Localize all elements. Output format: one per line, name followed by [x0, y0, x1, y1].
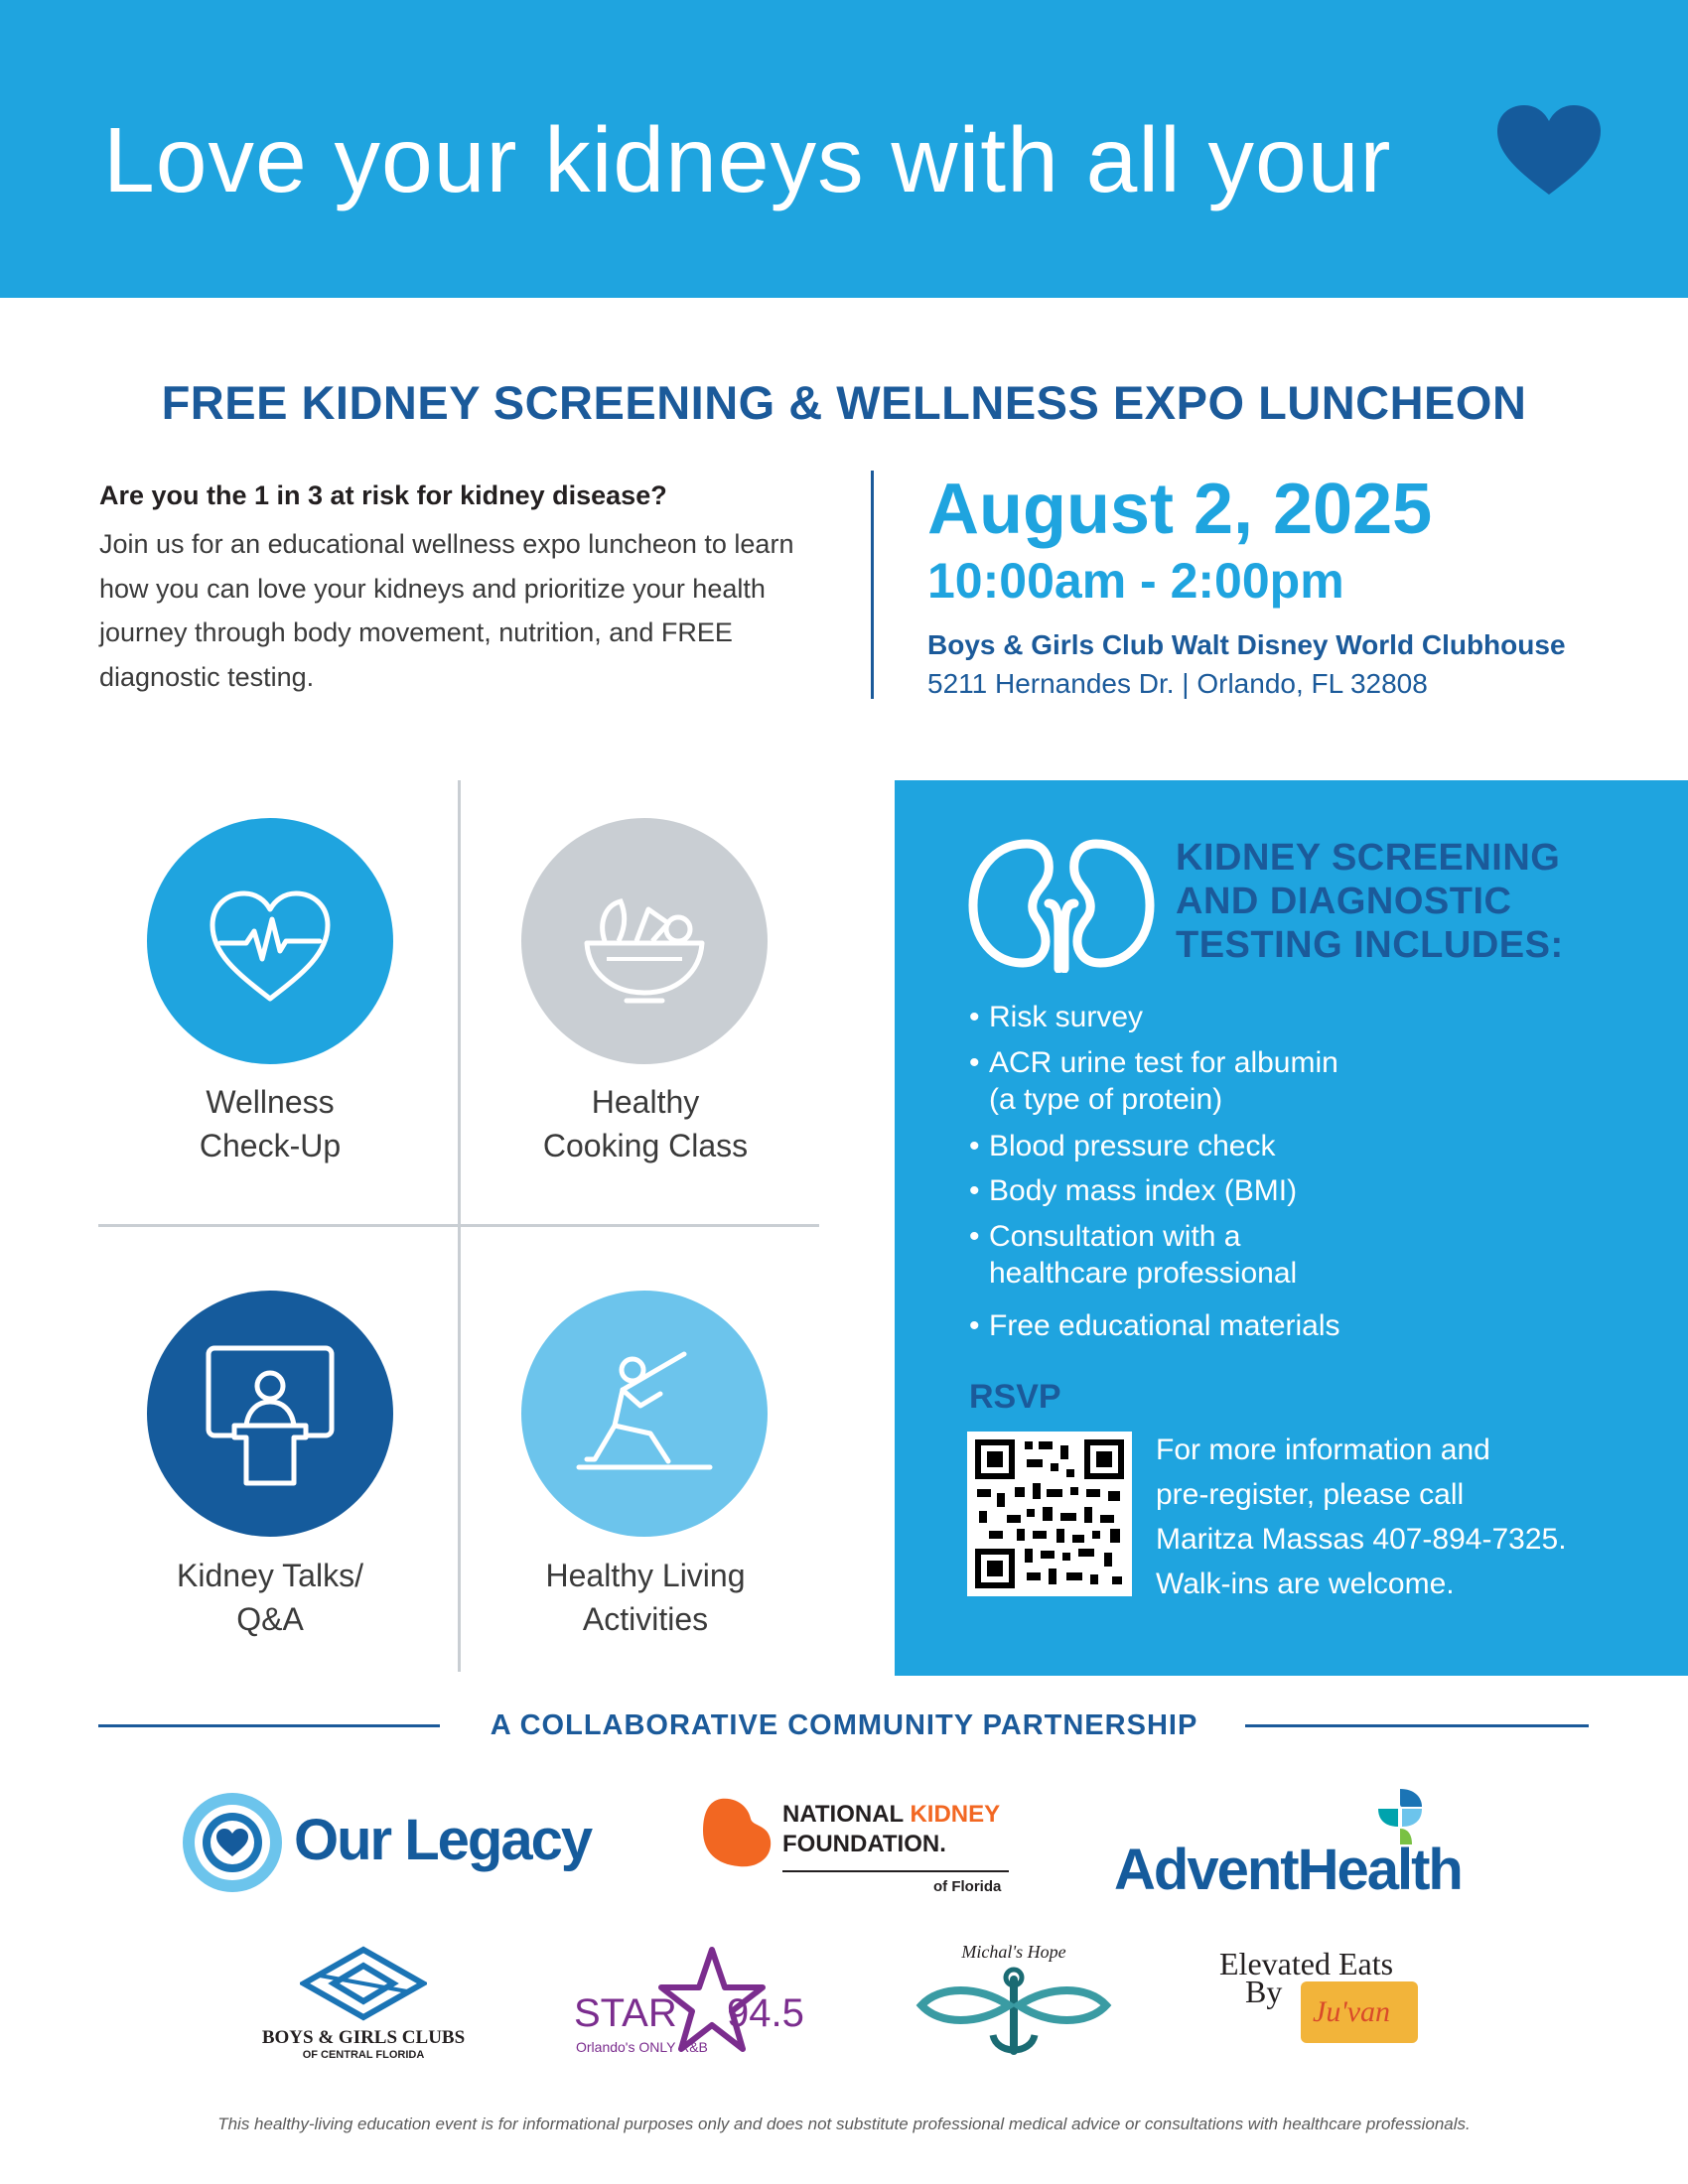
activity-talks-circle: [147, 1291, 393, 1537]
our-legacy-heart-icon: [181, 1791, 284, 1894]
kidneys-icon: [967, 834, 1156, 973]
activity-wellness-circle: [147, 818, 393, 1064]
intro-body: Join us for an educational wellness expo luncheon to learn how you can love your kidneys and prioritize your health journey through body movement, nutrition, and FREE diagnostic testing.: [99, 529, 794, 692]
bgc-hands-icon: [300, 1946, 427, 2021]
activity-living-circle: [521, 1291, 768, 1537]
event-date: August 2, 2025: [927, 470, 1433, 549]
qr-code[interactable]: [967, 1432, 1132, 1596]
venue-name: Boys & Girls Club Walt Disney World Clubhouse: [927, 629, 1566, 660]
salad-bowl-icon: [565, 862, 724, 1021]
boys-girls-clubs-logo: BOYS & GIRLS CLUBS OF CENTRAL FLORIDA: [244, 1946, 483, 2065]
screening-item: • Risk survey: [969, 1001, 1144, 1033]
speaker-podium-icon: [191, 1334, 350, 1493]
screening-heading: KIDNEY SCREENING AND DIAGNOSTIC TESTING INCLUDES:: [1176, 837, 1564, 966]
intro-lead: Are you the 1 in 3 at risk for kidney disease?: [99, 480, 667, 510]
screening-item: • Blood pressure check: [969, 1130, 1276, 1162]
disclaimer: This healthy-living education event is for informational purposes only and does not substitute professional medical advice or consultations with healthcare professionals.: [217, 2115, 1471, 2133]
venue-address: 5211 Hernandes Dr. | Orlando, FL 32808: [927, 668, 1428, 699]
headline: Love your kidneys with all your: [103, 108, 1392, 211]
our-legacy-logo: Our Legacy: [181, 1791, 598, 1894]
stretching-person-icon: [565, 1334, 724, 1493]
screening-item: • Free educational materials: [969, 1309, 1340, 1342]
screening-item: • Body mass index (BMI): [969, 1174, 1298, 1207]
activity-cooking-label: Healthy Cooking Class: [542, 1084, 749, 1163]
activity-living-label: Healthy Living Activities: [545, 1558, 746, 1637]
rsvp-text: For more information and pre-register, please call Maritza Massas 407-894-7325. Walk-ins are welcome.: [1156, 1433, 1567, 1600]
event-title: FREE KIDNEY SCREENING & WELLNESS EXPO LUNCHEON: [161, 376, 1527, 429]
activity-cooking-circle: [521, 818, 768, 1064]
partnership-title: A COLLABORATIVE COMMUNITY PARTNERSHIP: [490, 1709, 1198, 1741]
anchor-icon: [910, 1966, 1118, 2069]
heart-pulse-icon: [191, 862, 350, 1021]
nkf-logo: NATIONAL KIDNEY FOUNDATION. of Florida: [695, 1791, 1013, 1900]
screening-item: • ACR urine test for albumin (a type of protein): [969, 1046, 1338, 1116]
screening-item: • Consultation with a healthcare professional: [969, 1220, 1298, 1290]
heart-icon: [1497, 105, 1601, 197]
activity-wellness-label: Wellness Check-Up: [199, 1084, 342, 1163]
divider: [871, 471, 874, 699]
event-time: 10:00am - 2:00pm: [927, 553, 1344, 609]
divider: [782, 1870, 1009, 1872]
nkf-kidney-bean-icon: [699, 1795, 774, 1870]
advent-health-logo: AdventHealth: [1110, 1787, 1507, 1906]
grid-divider-horizontal: [98, 1224, 819, 1227]
rsvp-heading: RSVP: [969, 1378, 1061, 1416]
elevated-eats-logo: Elevated Eats By Ju'van: [1213, 1946, 1442, 2065]
star-94-5-logo: STAR 94.5 Orlando's ONLY R&B: [570, 1946, 808, 2067]
michals-hope-logo: Michal's Hope: [910, 1942, 1118, 2071]
qr-code-icon: [967, 1432, 1132, 1596]
activity-talks-label: Kidney Talks/ Q&A: [177, 1558, 363, 1637]
